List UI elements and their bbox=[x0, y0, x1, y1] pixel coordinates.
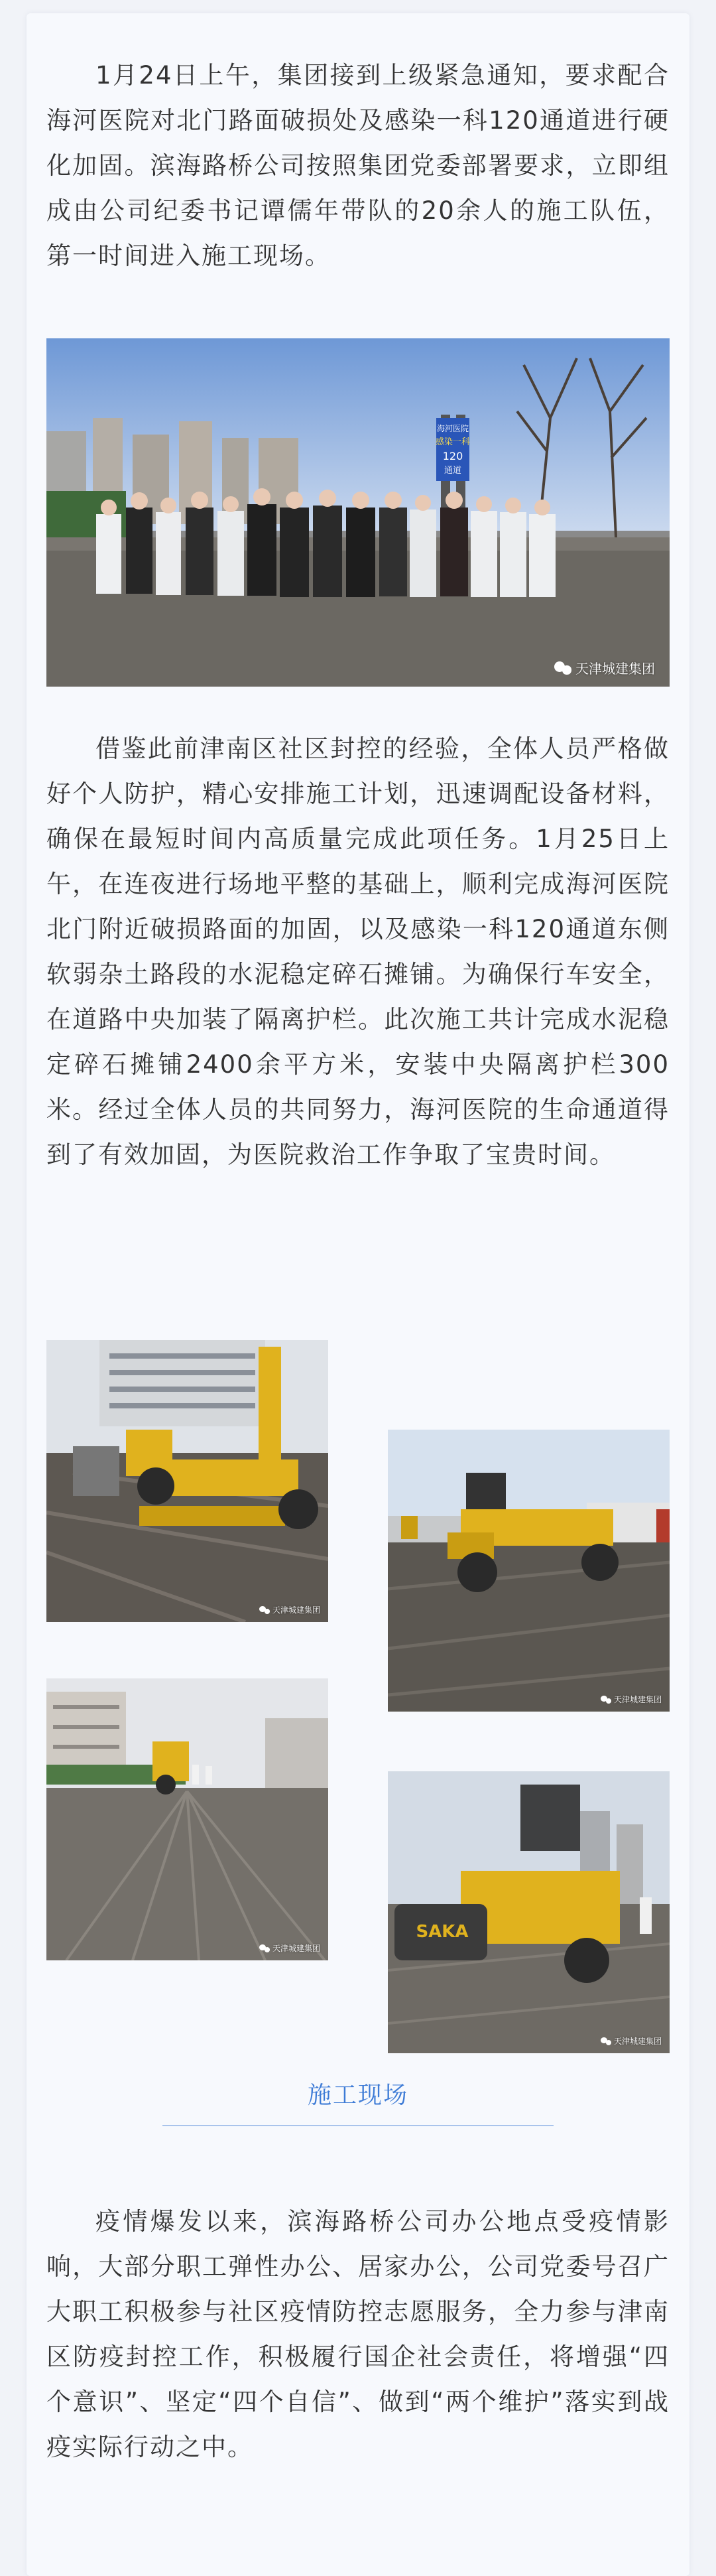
sign-line-2: 感染一科 bbox=[435, 437, 471, 447]
photo-watermark bbox=[601, 2035, 662, 2047]
photo-watermark bbox=[259, 1942, 320, 1954]
group-photo-illustration bbox=[46, 338, 670, 687]
watermark-text: 天津城建集团 bbox=[613, 2037, 662, 2046]
watermark-text: 天津城建集团 bbox=[272, 1605, 320, 1615]
site-photo-road bbox=[46, 1678, 328, 1960]
wechat-icon bbox=[554, 661, 571, 675]
article-paragraph-2: 借鉴此前津南区社区封控的经验，全体人员严格做好个人防护，精心安排施工计划，迅速调配设备材料，确保在最短时间内高质量完成此项任务。1月25日上午，在连夜进行场地平整的基础上，顺利完成海河医院北门附近破损路面的加固，以及感染一科120通道东侧软弱杂土路段的水泥稳定碎石摊铺。为确保行车安全，在道路中央加装了隔离护栏。此次施工共计完成水泥稳定碎石摊铺2400余平方米，安装中央隔离护栏300米。经过全体人员的共同努力，海河医院的生命通道得到了有效加固，为医院救治工作争取了宝贵时间。 bbox=[46, 734, 670, 1169]
roller-illustration bbox=[388, 1771, 670, 2053]
article-card bbox=[27, 13, 689, 2576]
watermark-text: 天津城建集团 bbox=[272, 1944, 320, 1953]
article-paragraph-3: 疫情爆发以来，滨海路桥公司办公地点受疫情影响，大部分职工弹性办公、居家办公，公司党委号召广大职工积极参与社区疫情防控志愿服务，全力参与津南区防疫封控工作，积极履行国企社会责任，将增强“四个意识”、坚定“四个自信”、做到“两个维护”落实到战疫实际行动之中。 bbox=[46, 2207, 670, 2461]
article-paragraph-1: 1月24日上午，集团接到上级紧急通知，要求配合海河医院对北门路面破损处及感染一科120通道进行硬化加固。滨海路桥公司按照集团党委部署要求，立即组成由公司纪委书记谭儒年带队的20余人的施工队伍，第一时间进入施工现场。 bbox=[46, 61, 670, 270]
wechat-icon bbox=[259, 1944, 270, 1952]
sign-line-3: 120 bbox=[442, 450, 463, 462]
photo-watermark bbox=[554, 658, 655, 677]
wechat-icon bbox=[601, 2037, 611, 2045]
photo-watermark bbox=[259, 1604, 320, 1615]
grader-illustration-1 bbox=[46, 1340, 328, 1622]
photo-caption: 施工现场 bbox=[307, 2082, 408, 2109]
sign-line-1: 海河医院 bbox=[436, 424, 469, 433]
grader-illustration-2 bbox=[388, 1430, 670, 1712]
wechat-icon bbox=[601, 1696, 611, 1704]
roller-brand: SAKA bbox=[416, 1922, 469, 1942]
wechat-icon bbox=[259, 1606, 270, 1614]
site-photo-grader-1 bbox=[46, 1340, 328, 1622]
sign-line-4: 通道 bbox=[444, 466, 462, 476]
caption-divider bbox=[162, 2125, 554, 2126]
watermark-text: 天津城建集团 bbox=[613, 1695, 662, 1704]
group-photo bbox=[46, 338, 670, 687]
site-photo-grader-2 bbox=[388, 1430, 670, 1712]
photo-watermark bbox=[601, 1694, 662, 1705]
watermark-text: 天津城建集团 bbox=[575, 661, 655, 677]
site-photo-roller bbox=[388, 1771, 670, 2053]
road-illustration bbox=[46, 1678, 328, 1960]
